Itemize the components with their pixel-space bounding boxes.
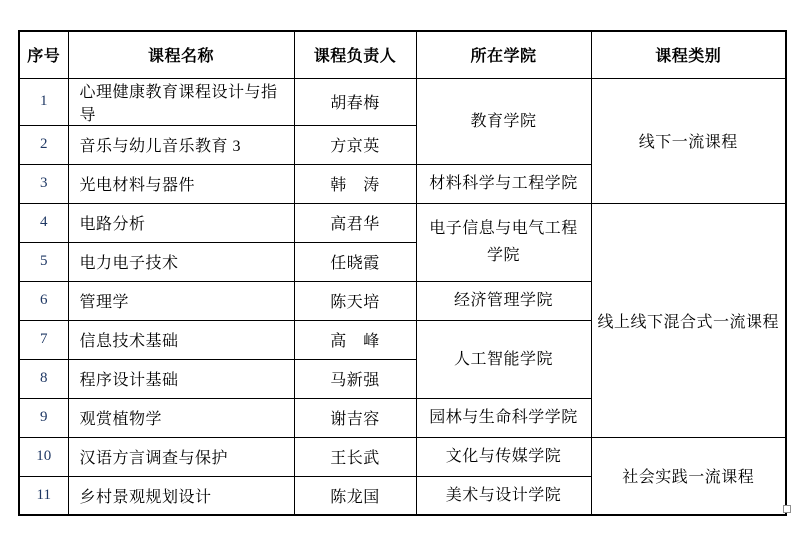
header-college: 所在学院: [416, 31, 591, 78]
header-serial-number: 序号: [19, 31, 68, 78]
course-table-container: [18, 30, 787, 516]
college-cell-art-design: 美术与设计学院: [416, 476, 591, 515]
table-row: [19, 437, 786, 476]
row-10-course-name: 汉语方言调查与保护: [68, 437, 294, 476]
row-8-number: 8: [19, 359, 68, 398]
row-11-course-name: 乡村景观规划设计: [68, 476, 294, 515]
row-8-course-name: 程序设计基础: [68, 359, 294, 398]
row-6-leader: 陈天培: [294, 281, 416, 320]
row-5-number: 5: [19, 242, 68, 281]
row-1-number: 1: [19, 78, 68, 125]
row-3-number: 3: [19, 164, 68, 203]
table-row: [19, 203, 786, 242]
category-cell-blended: 线上线下混合式一流课程: [591, 203, 786, 437]
college-cell-electronic-info: 电子信息与电气工程学院: [416, 203, 591, 281]
header-course-category: 课程类别: [591, 31, 786, 78]
category-cell-offline: 线下一流课程: [591, 78, 786, 203]
college-cell-materials: 材料科学与工程学院: [416, 164, 591, 203]
category-cell-social-practice: 社会实践一流课程: [591, 437, 786, 515]
row-7-leader: 高 峰: [294, 320, 416, 359]
row-1-course-name: 心理健康教育课程设计与指导: [68, 78, 294, 125]
header-course-name: 课程名称: [68, 31, 294, 78]
header-course-leader: 课程负责人: [294, 31, 416, 78]
row-9-course-name: 观赏植物学: [68, 398, 294, 437]
table-row: [19, 78, 786, 125]
table-resize-handle[interactable]: [783, 505, 791, 513]
row-3-leader: 韩 涛: [294, 164, 416, 203]
college-cell-education: 教育学院: [416, 78, 591, 164]
row-2-course-name: 音乐与幼儿音乐教育 3: [68, 125, 294, 164]
row-4-number: 4: [19, 203, 68, 242]
row-7-course-name: 信息技术基础: [68, 320, 294, 359]
row-5-course-name: 电力电子技术: [68, 242, 294, 281]
row-8-leader: 马新强: [294, 359, 416, 398]
row-11-leader: 陈龙国: [294, 476, 416, 515]
row-3-course-name: 光电材料与器件: [68, 164, 294, 203]
college-cell-culture-media: 文化与传媒学院: [416, 437, 591, 476]
row-9-leader: 谢吉容: [294, 398, 416, 437]
college-cell-ai: 人工智能学院: [416, 320, 591, 398]
course-table: [18, 30, 787, 516]
row-10-number: 10: [19, 437, 68, 476]
row-1-leader: 胡春梅: [294, 78, 416, 125]
row-4-leader: 高君华: [294, 203, 416, 242]
row-4-course-name: 电路分析: [68, 203, 294, 242]
college-cell-economics: 经济管理学院: [416, 281, 591, 320]
header-row: [19, 31, 786, 78]
row-2-number: 2: [19, 125, 68, 164]
row-6-course-name: 管理学: [68, 281, 294, 320]
row-5-leader: 任晓霞: [294, 242, 416, 281]
college-cell-landscape: 园林与生命科学学院: [416, 398, 591, 437]
row-7-number: 7: [19, 320, 68, 359]
row-9-number: 9: [19, 398, 68, 437]
row-10-leader: 王长武: [294, 437, 416, 476]
row-2-leader: 方京英: [294, 125, 416, 164]
row-6-number: 6: [19, 281, 68, 320]
row-11-number: 11: [19, 476, 68, 515]
